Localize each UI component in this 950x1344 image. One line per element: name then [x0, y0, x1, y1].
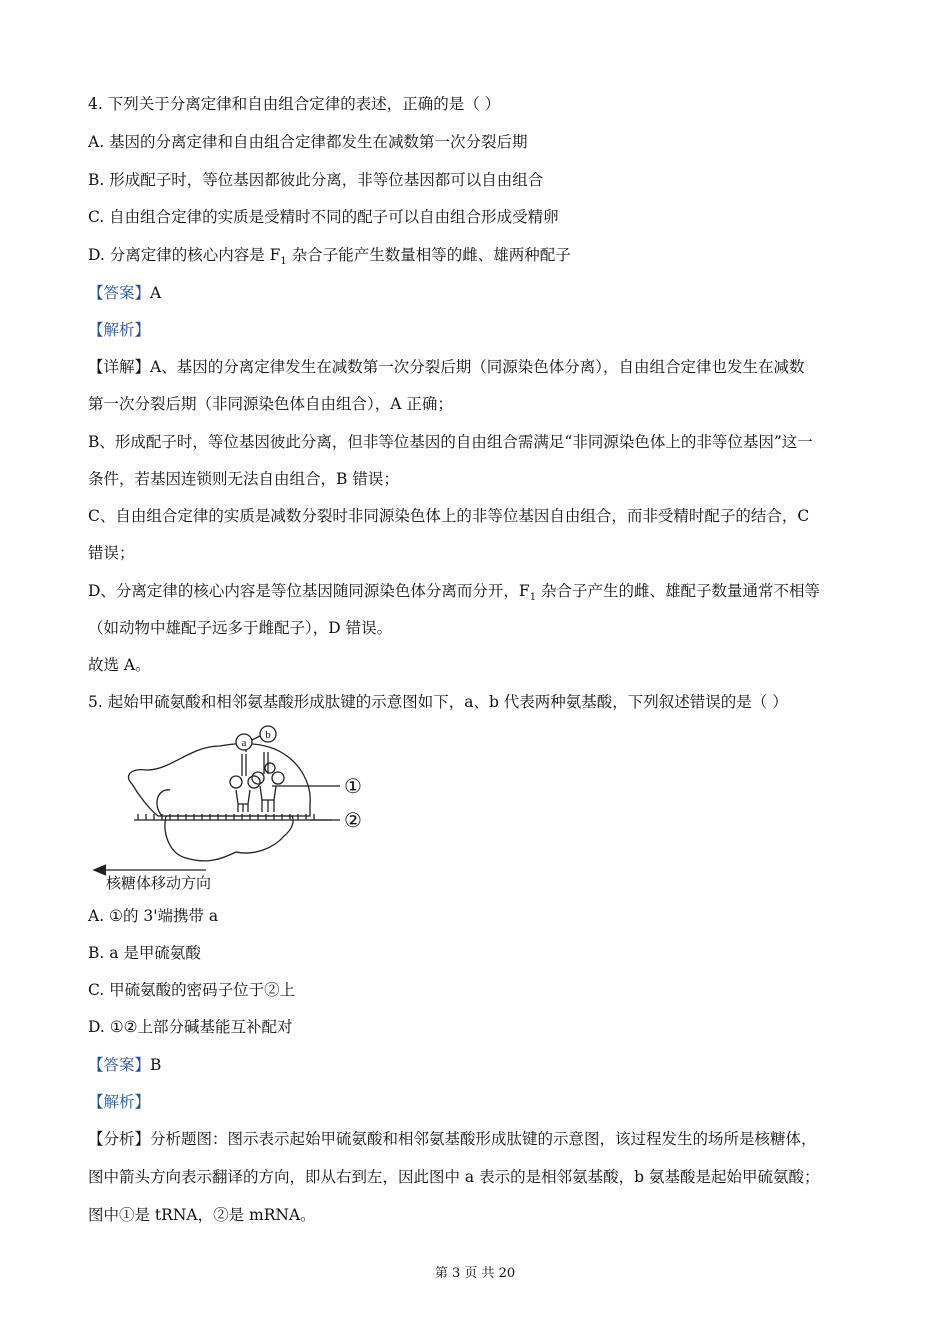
q5-stem: 5. 起始甲硫氨酸和相邻氨基酸形成肽键的示意图如下，a、b 代表两种氨基酸，下列叙述错误的是（ ）	[88, 693, 788, 711]
ribosome-large-subunit	[128, 744, 310, 816]
q5-fenxi-line-1: 【分析】分析题图：图示表示起始甲硫氨酸和相邻氨基酸形成肽键的示意图，该过程发生的场所是核糖体，	[88, 1130, 817, 1148]
trna-right	[252, 752, 284, 812]
q4-detail-line-4: 条件，若基因连锁则无法自由组合，B 错误；	[88, 470, 399, 488]
q5-option-c: C. 甲硫氨酸的密码子位于②上	[88, 981, 296, 999]
q5-fenxi-line-3: 图中①是 tRNA，②是 mRNA。	[88, 1206, 316, 1224]
q4-detail-line-6: 错误；	[88, 544, 135, 562]
q4-conclusion: 故选 A。	[88, 656, 151, 674]
q4-detail-line-3: B、形成配子时，等位基因彼此分离，但非等位基因的自由组合需满足“非同源染色体上的非等位基因”这一	[88, 433, 813, 451]
ribosome-small-subunit	[165, 816, 293, 861]
q4-detail-line-1: 【详解】A、基因的分离定律发生在减数第一次分裂后期（同源染色体分离），自由组合定律也发生在减数	[88, 358, 805, 376]
mrna-bases	[138, 814, 314, 820]
q5-option-a: A. ①的 3'端携带 a	[88, 907, 219, 925]
q4-option-a: A. 基因的分离定律和自由组合定律都发生在减数第一次分裂后期	[88, 133, 528, 151]
q5-option-d: D. ①②上部分碱基能互补配对	[88, 1018, 293, 1036]
label-b: b	[265, 729, 271, 741]
q4-option-b: B. 形成配子时，等位基因都彼此分离，非等位基因都可以自由组合	[88, 171, 544, 189]
q4-detail-line-5: C、自由组合定律的实质是减数分裂时非同源染色体上的非等位基因自由组合，而非受精时配子的结合，C	[88, 507, 810, 525]
label-2: ②	[344, 808, 362, 832]
q5-analysis-label: 【解析】	[88, 1093, 151, 1111]
q4-stem: 4. 下列关于分离定律和自由组合定律的表述，正确的是（ ）	[88, 95, 501, 113]
q4-detail-line-2: 第一次分裂后期（非同源染色体自由组合），A 正确；	[88, 395, 453, 413]
q4-option-d: D. 分离定律的核心内容是 $F_1$ 杂合子能产生数量相等的雌、雄两种配子	[88, 246, 571, 268]
translation-diagram	[88, 724, 388, 894]
q4-answer: 【答案】A	[88, 284, 162, 302]
q5-fenxi-line-2: 图中箭头方向表示翻译的方向，即从右到左，因此图中 a 表示的是相邻氨基酸，b 氨基酸是起始甲硫氨酸；	[88, 1168, 820, 1186]
q5-answer: 【答案】B	[88, 1056, 162, 1074]
label-a: a	[241, 737, 247, 749]
q4-detail-line-7: D、分离定律的核心内容是等位基因随同源染色体分离而分开，$F_1$ 杂合子产生的雌、雄配子数量通常不相等	[88, 582, 820, 604]
page-footer: 第 3 页 共 20	[434, 1266, 516, 1281]
label-1: ①	[344, 774, 362, 798]
diagram-caption: 核糖体移动方向	[106, 874, 212, 892]
q4-detail-line-8: （如动物中雄配子远多于雌配子），D 错误。	[88, 619, 393, 637]
q5-option-b: B. a 是甲硫氨酸	[88, 944, 201, 962]
q4-option-c: C. 自由组合定律的实质是受精时不同的配子可以自由组合形成受精卵	[88, 208, 559, 226]
q4-analysis-label: 【解析】	[88, 321, 151, 339]
